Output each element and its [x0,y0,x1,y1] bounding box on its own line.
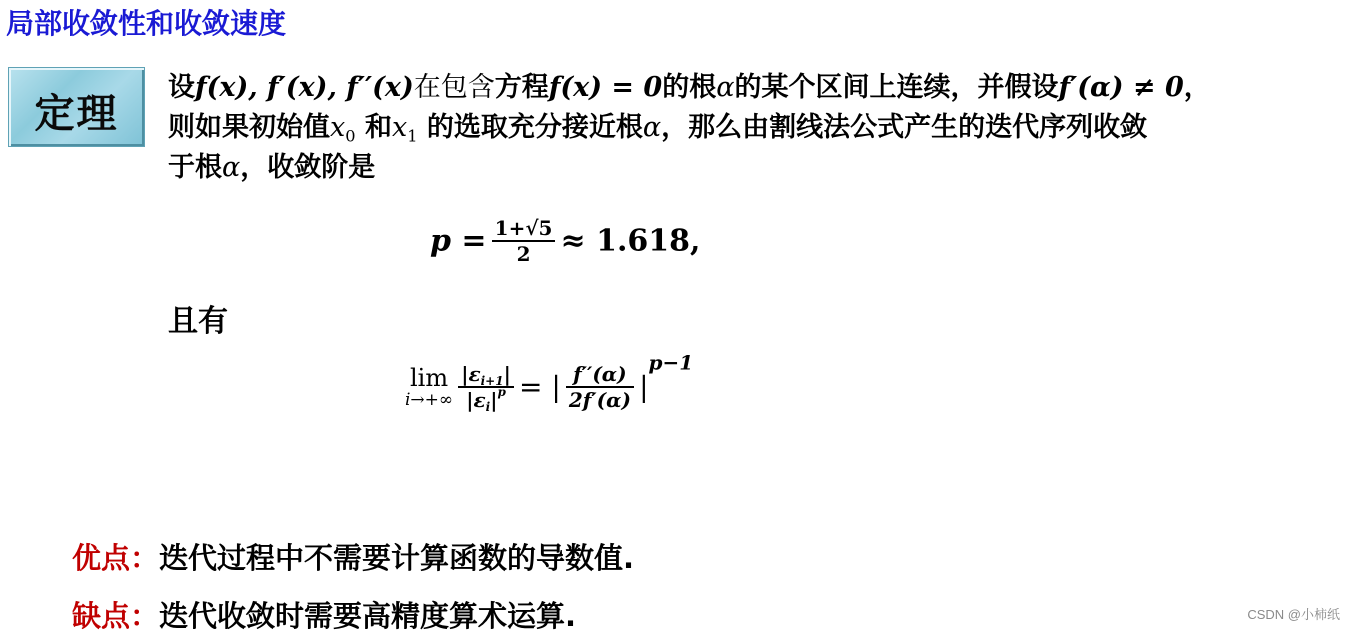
page-title: 局部收敛性和收敛速度 [6,7,287,40]
error-ratio-fraction: $\frac{|\varepsilon_{i+1}|}{|\varepsilon_i|^p}$ [458,362,514,412]
theorem-statement [168,68,1348,188]
theorem-line-2: 则如果初始值$x_0$ 和$x_1$ 的选取充分接近根α，那么由割线法公式产生的迭代序列收敛 [168,112,1148,146]
theorem-line-1: 设f(x), f′(x), f′′(x)在包含方程f(x) = 0的根α的某个区间上连续，并假设f′(α) ≠ 0， [168,72,1211,103]
and-text: 且有 [168,304,228,339]
theorem-line-3: 于根α，收敛阶是 [168,152,376,183]
advantage-label: 优点： [72,541,160,575]
order-fraction: $\frac{1+√5}{2}$ [492,216,556,266]
theorem-badge [8,67,145,147]
derivative-fraction: $\frac{f''(\alpha)}{2f'(\alpha)}$ [566,362,634,412]
error-limit-formula: lim i→+∞ $\frac{|\varepsilon_{i+1}|}{|\varepsilon_i|^p}$ = | $\frac{f''(\alpha)}{2f'(\alpha)}$ $|^{p-1}$ [405,350,694,415]
advantage-text: 迭代过程中不需要计算函数的导数值. [159,541,635,575]
limit-operator: lim i→+∞ [405,364,454,410]
advantage-line [72,536,634,577]
theorem-badge-label: 定理 [34,91,119,137]
disadvantage-label: 缺点： [72,599,160,633]
disadvantage-line [72,594,576,635]
watermark: CSDN @小柿纸 [1247,607,1340,622]
disadvantage-text: 迭代收敛时需要高精度算术运算. [159,599,577,633]
convergence-order-formula: p = $\frac{1+√5}{2}$ ≈ 1.618, [430,216,701,266]
